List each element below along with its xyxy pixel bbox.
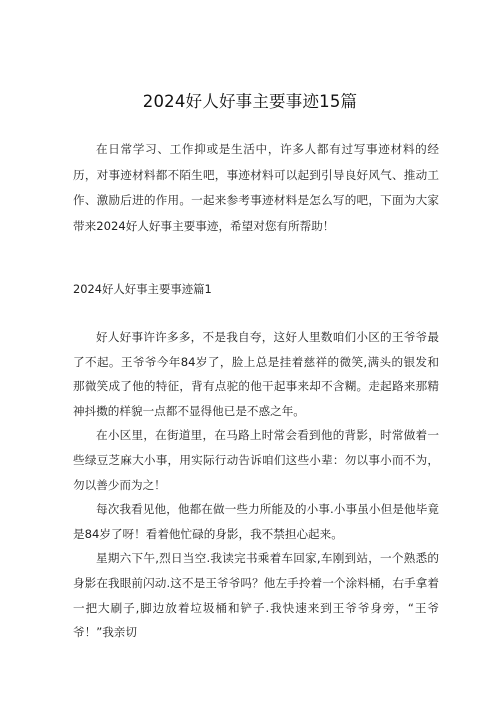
document-title: 2024好人好事主要事迹15篇	[142, 92, 358, 111]
article-body	[73, 325, 439, 645]
intro-paragraph: 在日常学习、工作抑或是生活中，许多人都有过写事迹材料的经历，对事迹材料都不陌生吧，事迹材料可以起到引导良好风气、推动工作、激励后进的作用。一起来参考事迹材料是怎么写的吧，下面为大家带来2024好人好事主要事迹，希望对您有所帮助！	[73, 142, 439, 233]
body-paragraph: 好人好事许许多多，不是我自夸，这好人里数咱们小区的王爷爷最了不起。王爷爷今年84岁了，脸上总是挂着慈祥的微笑,满头的银发和那微笑成了他的特征，背有点驼的他干起事来却不含糊。走起路来那精神抖擞的样貌一点都不显得他已是不惑之年。	[73, 330, 439, 418]
body-paragraph: 星期六下午,烈日当空.我读完书乘着车回家,车刚到站，一个熟悉的身影在我眼前闪动.这不是王爷爷吗？他左手拎着一个涂料桶，右手拿着一把大刷子,脚边放着垃圾桶和铲子.我快速来到王爷爷身旁，“王爷爷！”我亲切	[73, 551, 439, 640]
section-heading: 2024好人好事主要事迹篇1	[73, 282, 212, 296]
body-paragraph: 在小区里，在街道里，在马路上时常会看到他的背影，时常做着一些绿豆芝麻大小事，用实际行动告诉咱们这些小辈：勿以事小而不为，勿以善少而为之！	[73, 428, 439, 492]
body-paragraph: 每次我看见他，他都在做一些力所能及的小事.小事虽小但是他毕竟是84岁了呀！看着他忙碌的身影，我不禁担心起来。	[73, 502, 439, 541]
